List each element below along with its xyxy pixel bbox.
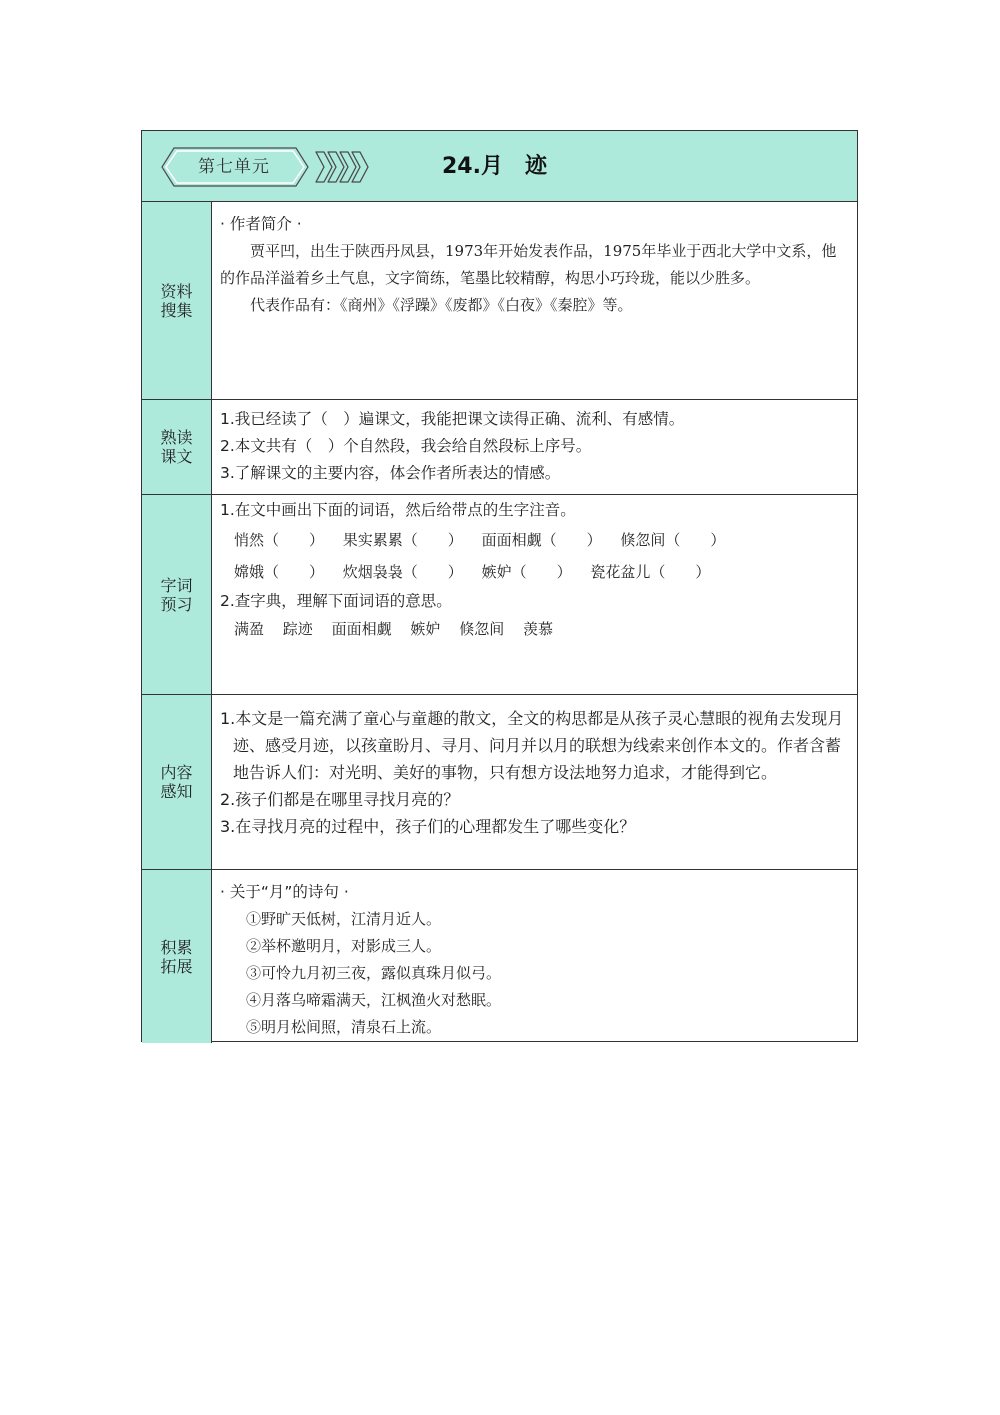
section-materials — [142, 202, 857, 400]
section-content — [220, 878, 847, 1041]
meaning-word: 踪迹 — [282, 620, 313, 638]
vocab-word: 悄然（ ） — [234, 531, 325, 549]
content-item-1: 1.本文是一篇充满了童心与童趣的散文，全文的构思都是从孩子灵心慧眼的视角去发现月迹、感受月迹，以孩童盼月、寻月、问月并以月的联想为线索来创作本文的。作者含蓄地告诉人们：对光明、美好的事物，只有想方设法地努力追求，才能得到它。 — [220, 709, 844, 782]
section-label: 积累拓展 — [142, 870, 212, 1043]
poem-line: ①野旷天低树，江清月近人。 — [246, 910, 442, 928]
section-vocab — [142, 495, 857, 695]
section-label: 资料搜集 — [142, 202, 212, 399]
content-item-3: 3.在寻找月亮的过程中，孩子们的心理都发生了哪些变化？ — [220, 817, 636, 836]
section-content-perception — [142, 695, 857, 870]
section-extension — [142, 870, 857, 1043]
vocab-word: 面面相觑（ ） — [481, 531, 602, 549]
meaning-word: 满盈 — [234, 620, 265, 638]
poems-heading: · 关于“月”的诗句 · — [220, 883, 349, 901]
section-content — [220, 497, 847, 643]
poem-line: ④月落乌啼霜满天，江枫渔火对愁眠。 — [246, 991, 502, 1009]
meaning-word: 羡慕 — [522, 620, 553, 638]
vocab-task-2: 2.查字典，理解下面词语的意思。 — [220, 592, 452, 610]
unit-badge — [160, 147, 310, 187]
reading-item: 1.我已经读了（ ）遍课文，我能把课文读得正确、流利、有感情。 — [220, 410, 685, 428]
reading-item: 2.本文共有（ ）个自然段，我会给自然段标上序号。 — [220, 437, 592, 455]
meaning-word: 嫉妒 — [410, 620, 441, 638]
meaning-word: 倏忽间 — [459, 620, 505, 638]
vocab-meaning-words — [220, 615, 847, 643]
vocab-task-1: 1.在文中画出下面的词语，然后给带点的生字注音。 — [220, 501, 576, 519]
meaning-word: 面面相觑 — [331, 620, 392, 638]
vocab-word: 果实累累（ ） — [342, 531, 463, 549]
author-intro-heading: · 作者简介 · — [220, 215, 302, 233]
vocab-word: 倏忽间（ ） — [620, 531, 726, 549]
vocab-word: 嫦娥（ ） — [234, 563, 325, 581]
vocab-word: 瓷花盆儿（ ） — [590, 563, 711, 581]
vocab-row-2 — [220, 556, 847, 588]
vocab-word: 嫉妒（ ） — [481, 563, 572, 581]
poem-line: ②举杯邀明月，对影成三人。 — [246, 937, 442, 955]
section-label: 熟读课文 — [142, 400, 212, 494]
header-bar — [142, 131, 857, 202]
section-label: 内容感知 — [142, 695, 212, 869]
poem-line: ③可怜九月初三夜，露似真珠月似弓。 — [246, 964, 502, 982]
poem-line: ⑤明月松间照，清泉石上流。 — [246, 1018, 442, 1036]
chevrons-icon — [314, 151, 370, 183]
author-bio: 贾平凹，出生于陕西丹凤县，1973年开始发表作品，1975年毕业于西北大学中文系，他的作品洋溢着乡土气息，文字简练，笔墨比较精醇，构思小巧玲珑，能以少胜多。 — [220, 242, 837, 287]
content-item-2: 2.孩子们都是在哪里寻找月亮的？ — [220, 790, 460, 809]
lesson-title: 24.月 迹 — [442, 154, 547, 179]
representative-works: 代表作品有：《商州》《浮躁》《废都》《白夜》《秦腔》等。 — [250, 296, 633, 314]
section-content — [220, 406, 847, 487]
reading-item: 3.了解课文的主要内容，体会作者所表达的情感。 — [220, 464, 561, 482]
vocab-word: 炊烟袅袅（ ） — [342, 563, 463, 581]
unit-label: 第七单元 — [198, 157, 270, 177]
worksheet — [141, 130, 858, 1042]
section-reading — [142, 400, 857, 495]
section-content — [220, 705, 847, 840]
section-label: 字词预习 — [142, 495, 212, 694]
vocab-row-1 — [220, 524, 847, 556]
section-content — [220, 210, 847, 319]
